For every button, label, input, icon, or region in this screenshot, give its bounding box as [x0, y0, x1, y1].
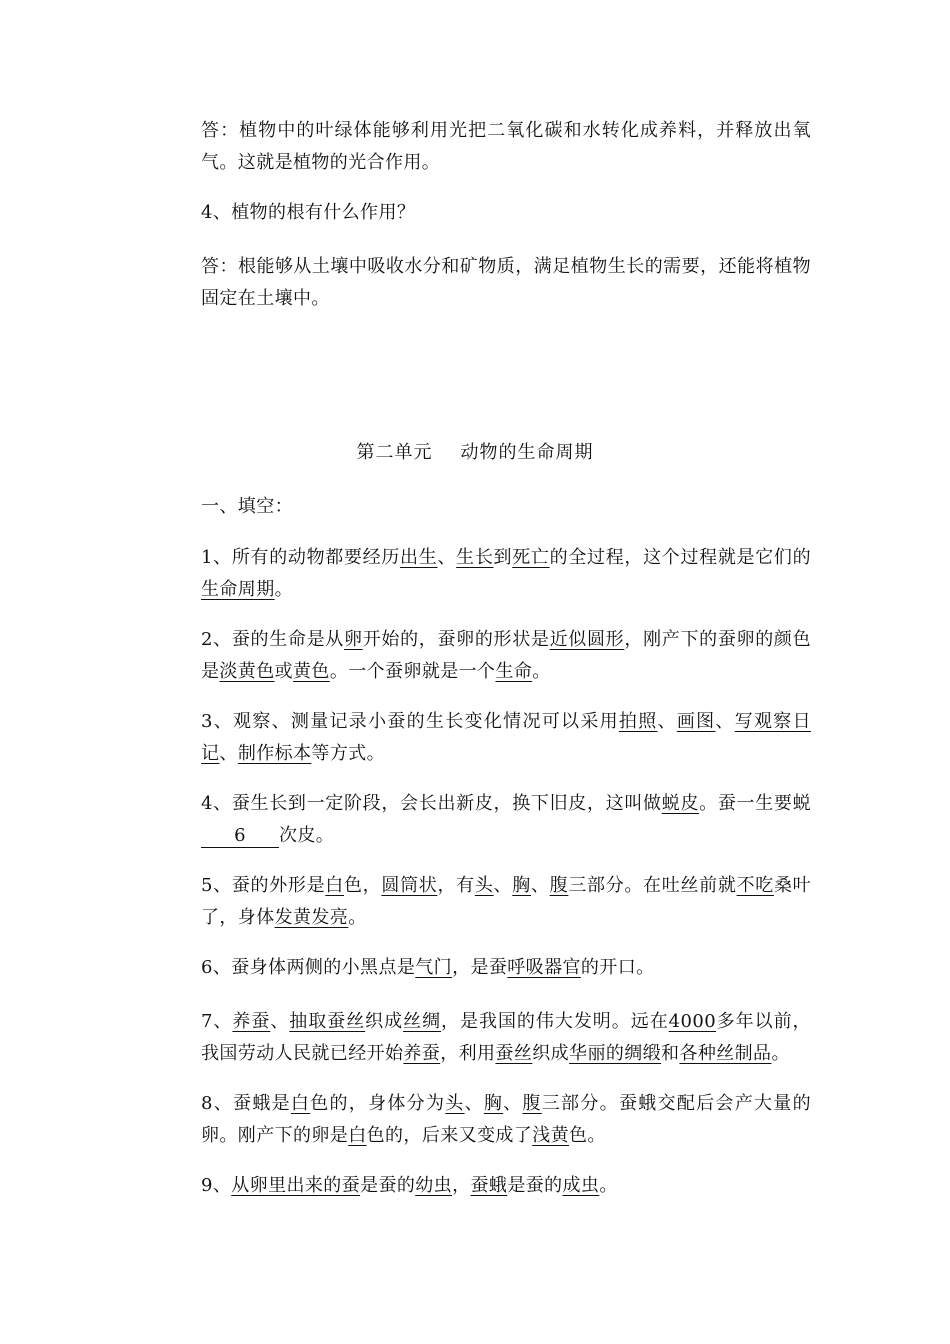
- answer-text: 胸: [512, 875, 531, 896]
- question-text: 。一个蚕卵就是一个: [329, 661, 496, 682]
- answer-text: 近似圆形: [549, 629, 625, 650]
- question-text: 色，: [343, 875, 382, 896]
- unit-title-number: 第二单元: [356, 442, 433, 463]
- answer-text: 抽取蚕丝: [289, 1011, 366, 1032]
- answer-text: 蜕皮: [661, 793, 700, 814]
- answer-text: 制作标本: [237, 743, 312, 764]
- question-text: ，是我国的伟大发明。远在: [441, 1011, 669, 1032]
- answer-text: 生长: [456, 547, 494, 568]
- question-text: 多年以前，我国劳动人民就已经开始: [201, 1011, 811, 1064]
- unit-title-name: 动物的生命周期: [460, 442, 594, 463]
- question-text: 、: [657, 711, 677, 732]
- answer-blank: 6: [201, 825, 279, 848]
- question-text: 、: [715, 711, 735, 732]
- answer-text: 黄色: [293, 661, 330, 682]
- answer-text: 生命: [495, 661, 533, 682]
- unit-title: [0, 438, 950, 464]
- answer-text: 圆筒状: [381, 875, 438, 896]
- question-text: 2、蚕的生命是从: [201, 629, 344, 650]
- answer-text: 养蚕: [232, 1011, 271, 1032]
- question-text: 织成: [365, 1011, 404, 1032]
- fill-item-5: [201, 870, 811, 934]
- answer-text: 腹: [522, 1093, 542, 1114]
- answer-text: 白: [325, 875, 344, 896]
- answer-text: 腹: [549, 875, 569, 896]
- question-text: ，有: [437, 875, 475, 896]
- question-text: 、: [464, 1093, 484, 1114]
- answer-text: 白: [348, 1125, 367, 1146]
- question-text: 桑叶了，身体: [201, 875, 812, 928]
- fill-item-9: [201, 1170, 811, 1202]
- answer-text: 4000: [668, 1011, 717, 1032]
- answer-text: 呼吸器官: [507, 957, 581, 978]
- answer-text: 不吃: [736, 875, 774, 896]
- question-text: 1、所有的动物都要经历: [201, 547, 401, 568]
- question-text: ，是蚕: [452, 957, 508, 978]
- question-text: 、: [530, 875, 550, 896]
- answer-text: 丝绸: [403, 1011, 442, 1032]
- question-text: 、: [437, 547, 457, 568]
- answer-text: 白: [290, 1093, 311, 1114]
- question-text: 8、蚕蛾是: [201, 1093, 291, 1114]
- answer-text: 各种丝制品: [679, 1043, 772, 1064]
- question-text: 等方式。: [311, 743, 386, 764]
- answer-text: 头: [445, 1093, 465, 1114]
- question-text: 。: [771, 1043, 790, 1064]
- q4-answer: 答：根能够从土壤中吸收水分和矿物质，满足植物生长的需要，还能将植物固定在土壤中。: [201, 256, 811, 309]
- question-text: 或: [274, 661, 294, 682]
- question-text: ，刚产下的蚕卵的颜色是: [201, 629, 811, 682]
- question-text: 。: [274, 579, 294, 600]
- answer-text: 发黄发亮: [274, 907, 349, 928]
- question-text: 是蚕的: [360, 1175, 416, 1196]
- answer-text: 头: [474, 875, 494, 896]
- answer-text: 卵: [343, 629, 363, 650]
- answer-text: 从卵里出来的蚕: [231, 1175, 361, 1196]
- question-text: 、: [270, 1011, 290, 1032]
- fill-item-6: [201, 952, 811, 984]
- question-text: 色。: [569, 1125, 606, 1146]
- question-text: 织成: [532, 1043, 570, 1064]
- question-text: 次皮。: [279, 825, 335, 846]
- answer-text: 拍照: [618, 711, 658, 732]
- question-text: 9、: [201, 1175, 232, 1196]
- answer-text: 写观察日记: [201, 711, 811, 764]
- answer-text: 幼虫: [415, 1175, 453, 1196]
- question-text: 5、蚕的外形是: [201, 875, 326, 896]
- section-heading: 一、填空：: [201, 496, 293, 517]
- answer-text: 淡黄色: [219, 661, 275, 682]
- answer-text: 生命周期: [201, 579, 275, 600]
- question-text: 和: [661, 1043, 680, 1064]
- fill-item-3: [201, 706, 811, 770]
- question-text: 三部分。在吐丝前就: [568, 875, 737, 896]
- answer-text: 蚕丝: [495, 1043, 533, 1064]
- answer-text: 出生: [400, 547, 438, 568]
- fill-item-4: [201, 788, 811, 852]
- answer-text: 成虫: [562, 1175, 600, 1196]
- question-text: 是蚕的: [507, 1175, 563, 1196]
- fill-item-2: [201, 624, 811, 688]
- question-text: ，: [452, 1175, 471, 1196]
- q4-question: 4、植物的根有什么作用？: [201, 202, 416, 223]
- question-text: 开始的，蚕卵的形状是: [362, 629, 550, 650]
- question-text: 三部分。蚕蛾交配后会产大量的卵。刚产下的卵是: [201, 1093, 811, 1146]
- answer-text: 养蚕: [403, 1043, 441, 1064]
- question-text: 、: [219, 743, 238, 764]
- answer-text: 画图: [676, 711, 716, 732]
- question-text: 的全过程，这个过程就是它们的: [549, 547, 811, 568]
- question-text: 7、: [201, 1011, 233, 1032]
- answer-text: 气门: [415, 957, 453, 978]
- question-text: 。: [599, 1175, 618, 1196]
- q3-answer: 答：植物中的叶绿体能够利用光把二氧化碳和水转化成养料，并释放出氧气。这就是植物的光合作用。: [201, 120, 811, 173]
- fill-item-7: [201, 1006, 811, 1070]
- question-text: 、: [493, 875, 513, 896]
- question-text: 到: [493, 547, 513, 568]
- question-text: 4、蚕生长到一定阶段，会长出新皮，换下旧皮，这叫做: [201, 793, 662, 814]
- answer-text: 浅黄: [532, 1125, 570, 1146]
- question-text: 色的，后来又变成了: [366, 1125, 533, 1146]
- fill-item-8: [201, 1088, 811, 1152]
- question-text: 。: [348, 907, 367, 928]
- answer-text: 华丽的绸缎: [569, 1043, 662, 1064]
- answer-text: 蚕蛾: [470, 1175, 508, 1196]
- question-text: ，利用: [440, 1043, 496, 1064]
- question-text: 。: [532, 661, 551, 682]
- answer-text: 胸: [483, 1093, 504, 1114]
- question-text: 的开口。: [580, 957, 655, 978]
- fill-item-1: [201, 542, 811, 606]
- answer-text: 死亡: [512, 547, 550, 568]
- question-text: 、: [503, 1093, 523, 1114]
- question-text: 3、观察、测量记录小蚕的生长变化情况可以采用: [201, 711, 619, 732]
- question-text: 6、蚕身体两侧的小黑点是: [201, 957, 416, 978]
- question-text: 色的，身体分为: [310, 1093, 446, 1114]
- question-text: 。蚕一生要蜕: [699, 793, 811, 814]
